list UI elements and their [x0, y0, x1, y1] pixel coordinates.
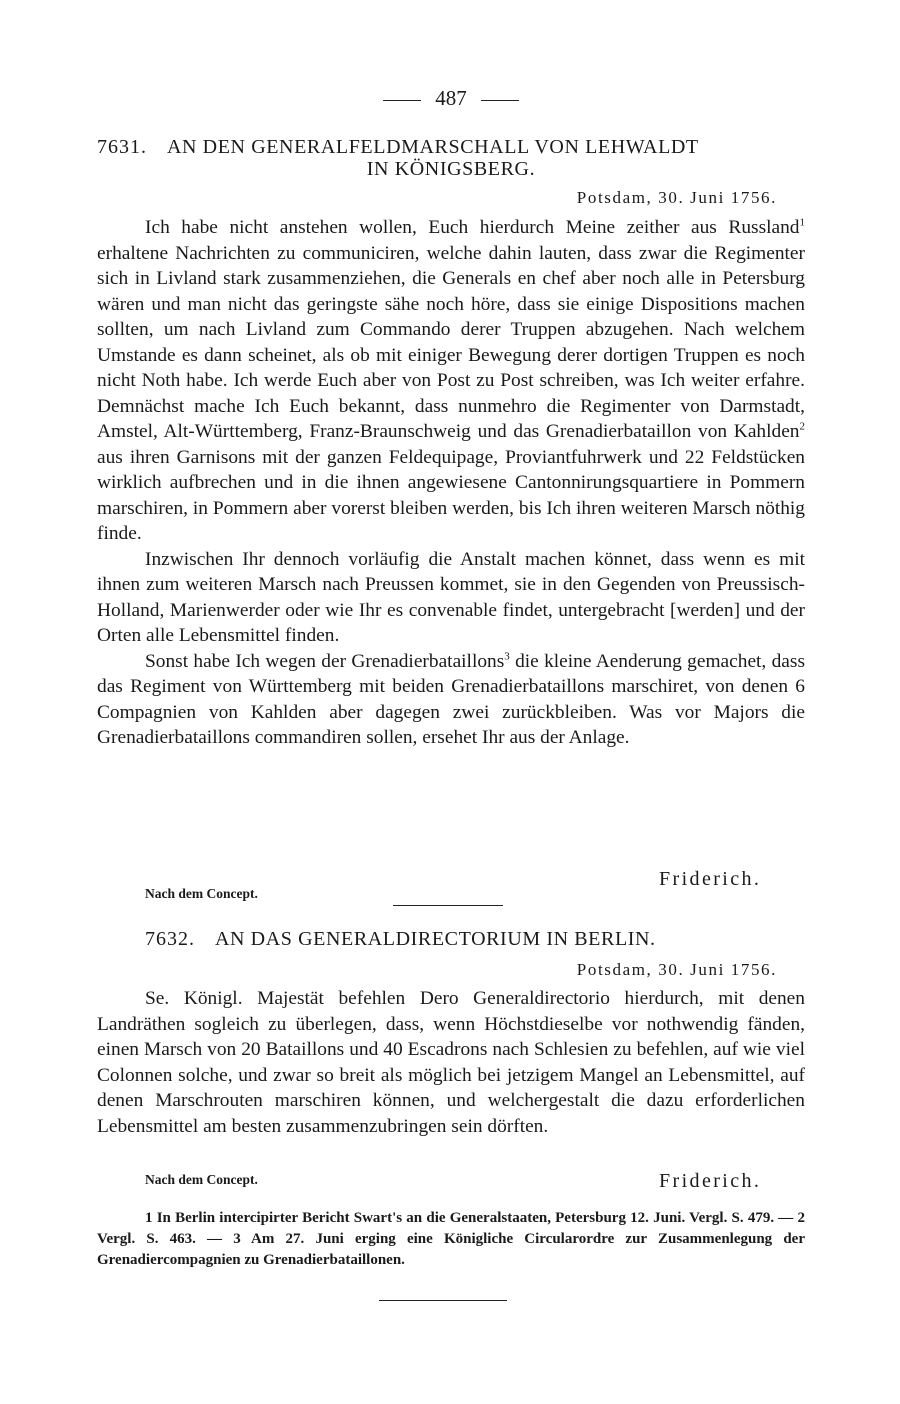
letter-1-signature: Friderich. [659, 868, 762, 890]
letter-1-p1-part-c: aus ihren Garnisons mit der ganzen Feldequipage, Proviantfuhrwerk und 22 Feldstücken wirklich aufbrechen und in die ihnen angewiesene Cantonnirungsquartiere in Pommern marschiren, in Pommern aber vorerst bleiben werden, bis Ich ihren weiteren Marsch nöthig finde. [97, 446, 805, 544]
letter-1-p3-part-a: Sonst habe Ich wegen der Grenadierbataillons [145, 650, 505, 672]
footnote-ref-2: 2 [799, 420, 805, 433]
letter-1-body [97, 215, 805, 751]
letter-1-paragraph-2: Inzwischen Ihr dennoch vorläufig die Anstalt machen könnet, dass wenn es mit ihnen zum weiteren Marsch nach Preussen kommet, sie in den Gegenden von Preussisch-Holland, Marienwerder oder wie Ihr es convenable findet, untergebracht [werden] und der Orten alle Lebensmittel finden. [97, 548, 805, 646]
page-number-value: 487 [435, 86, 467, 110]
letter-1-source-note: Nach dem Concept. [145, 886, 258, 901]
letter-1-p3-part-b: die kleine Aenderung gemachet, dass das Regiment von Württemberg mit beiden Grenadierbataillons marschiret, von denen 6 Compagnien von Kahlden aber dagegen zwei zurückbleiben. Was vor Majors die Grenadierbataillons commandiren sollen, ersehet Ihr aus der Anlage. [97, 650, 805, 748]
letter-2-signature: Friderich. [659, 1170, 762, 1192]
letter-2-number: 7632. [145, 928, 195, 950]
footnotes-text: 1 In Berlin intercipirter Bericht Swart's an die Generalstaaten, Petersburg 12. Juni. Vergl. S. 479. — 2 Vergl. S. 463. — 3 Am 27. Juni erging eine Königliche Circularordre zur Zusammenlegung der Grenadiercompagnien zu Grenadierbataillonen. [97, 1210, 805, 1268]
letter-2-source-note: Nach dem Concept. [145, 1172, 258, 1187]
letter-1-p1-part-b: erhaltene Nachrichten zu communiciren, welche dahin lauten, dass zwar die Regimenter sich in Livland stark zusammenziehen, die Generals en chef aber noch alle in Petersburg wären und man nicht das geringste sähe noch höre, dass sie einige Dispositions machen sollten, um nach Livland zum Commando derer Truppen abzugehen. Nach welchem Umstande es dann scheinet, als ob mit einiger Bewegung derer dortigen Truppen es noch nicht Noth habe. Ich werde Euch aber von Post zu Post schreiben, was Ich weiter erfahre. Demnächst mache Ich Euch bekannt, dass nunmehro die Regimenter von Darmstadt, Amstel, Alt-Württemberg, Franz-Braunschweig und das Grenadierbataillon von Kahlden [97, 242, 805, 442]
page-number [97, 86, 805, 111]
letter-2-body [97, 986, 805, 1139]
footnote-ref-3: 3 [504, 650, 510, 663]
letter-separator-rule [393, 905, 503, 906]
letter-2-heading [145, 928, 805, 950]
letter-1-paragraph-1 [97, 215, 805, 547]
end-rule [379, 1300, 507, 1301]
letter-1-number: 7631. [97, 136, 147, 158]
letter-2-heading-text: AN DAS GENERALDIRECTORIUM IN BERLIN. [215, 928, 656, 950]
letter-1-heading-line1: AN DEN GENERALFELDMARSCHALL VON LEHWALDT [167, 136, 699, 158]
letter-1-p1-part-a: Ich habe nicht anstehen wollen, Euch hierdurch Meine zeither aus Russland [145, 217, 800, 238]
page-number-dash-right [481, 100, 519, 101]
letter-2-dateline: Potsdam, 30. Juni 1756. [576, 960, 777, 979]
footnote-ref-1: 1 [799, 216, 805, 229]
letter-1-paragraph-3 [97, 649, 805, 751]
letter-1-heading-line2: IN KÖNIGSBERG. [366, 158, 536, 180]
letter-1-dateline: Potsdam, 30. Juni 1756. [576, 188, 777, 207]
footnotes [97, 1208, 805, 1271]
letter-2-paragraph-1: Se. Königl. Majestät befehlen Dero Generaldirectorio hierdurch, mit denen Landräthen sogleich zu überlegen, dass, wenn Höchstdieselbe vor nothwendig fänden, einen Marsch von 20 Bataillons und 40 Escadrons nach Schlesien zu befehlen, auf wie viel Colonnen solche, und zwar so breit als möglich bei jetzigem Mangel an Lebensmittel, auf denen Marschrouten marschiren können, und welchergestalt die dazu erforderlichen Lebensmittel am besten zusammenzubringen sein dörften. [97, 988, 805, 1137]
letter-1-heading [97, 136, 805, 180]
page-number-dash-left [383, 100, 421, 101]
